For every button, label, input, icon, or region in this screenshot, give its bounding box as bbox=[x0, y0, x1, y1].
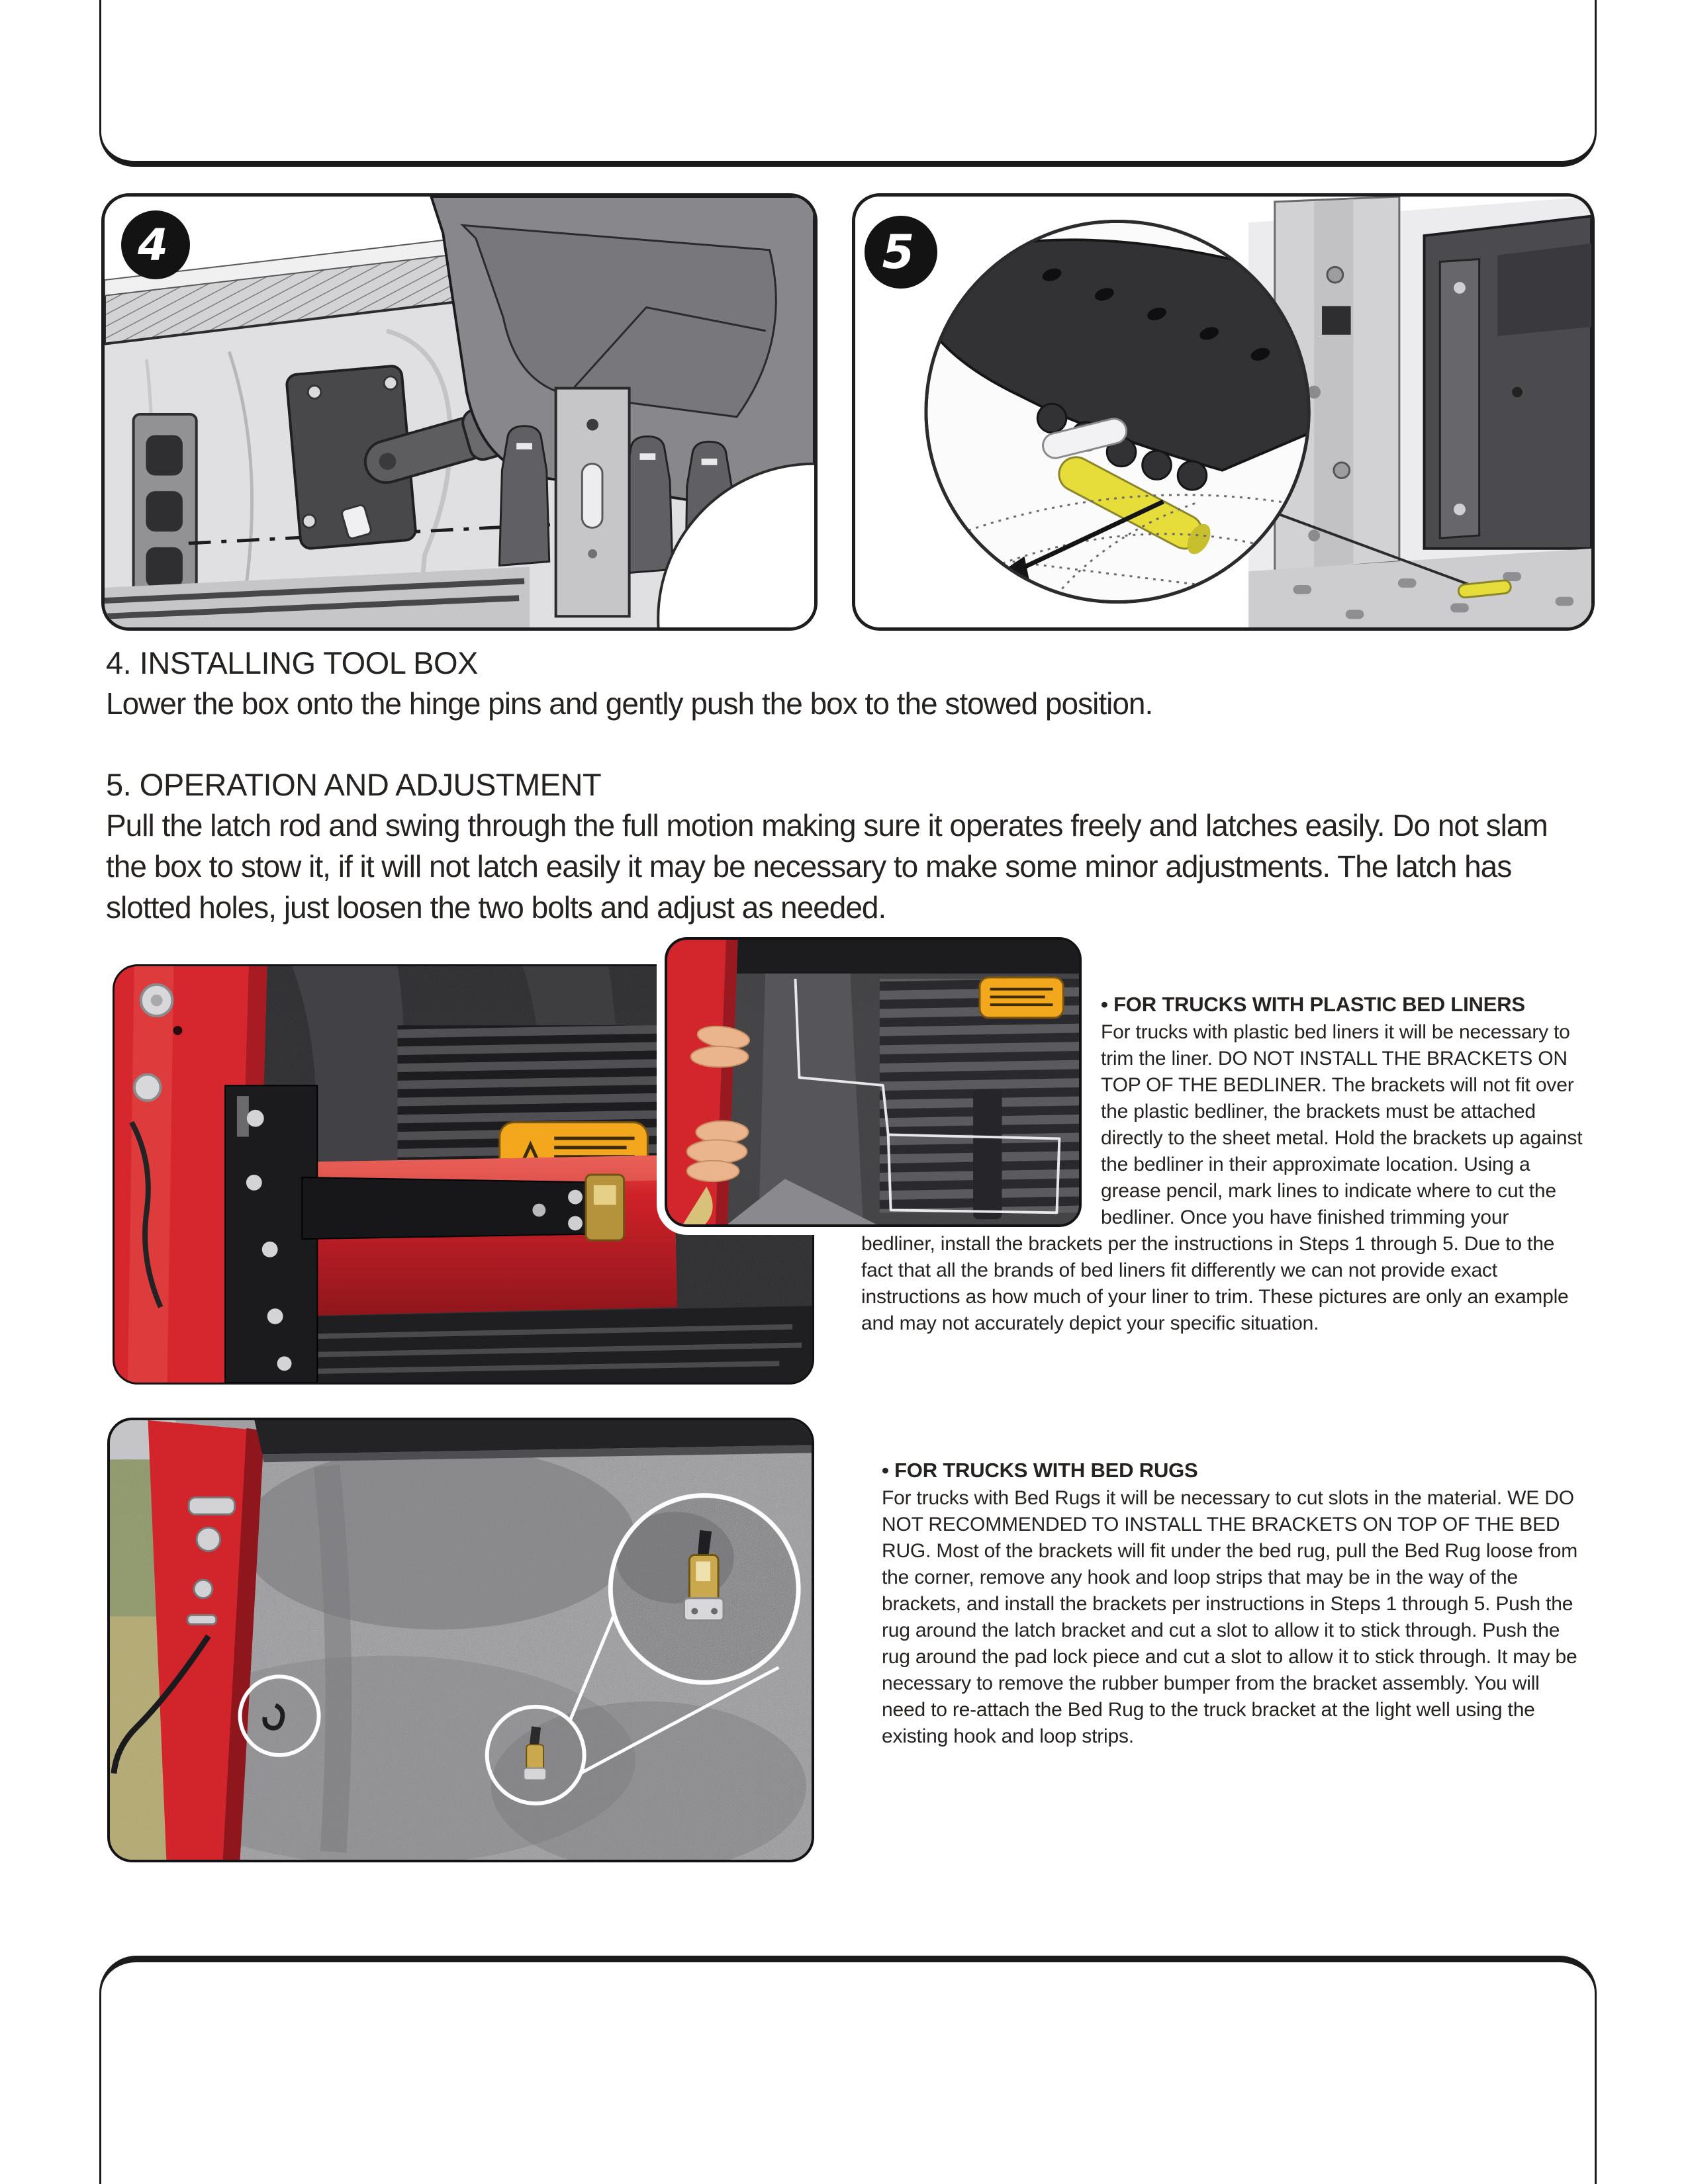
step-4-section bbox=[106, 643, 1592, 724]
step-5-heading: 5. OPERATION AND ADJUSTMENT bbox=[106, 767, 602, 802]
latch-bracket-arm bbox=[302, 1175, 624, 1240]
note-bed-rugs-body: For trucks with Bed Rugs it will be necessary to cut slots in the material. WE DO NOT RECOMMENDED TO INSTALL THE BRACKETS ON TOP OF THE BED RUG. Most of the brackets will fit under the bed rug, pull the Bed Rug loose from the corner, remove any hook and loop strips that may be in the way of the brackets, and install the brackets per instructions in Steps 1 through 5. Push the rug around the latch bracket and cut a slot to allow it to stick through. Push the rug around the pad lock piece and cut a slot to allow it to stick through. It may be necessary to remove the rubber bumper from the bracket assembly. You will need to re-attach the Bed Rug to the truck bracket at the light well using the existing hook and loop strips. bbox=[882, 1487, 1577, 1747]
photo-bed-rug bbox=[107, 1418, 814, 1862]
step-5-body: Pull the latch rod and swing through the full motion making sure it operates freely and latches easily. Do not slam the box to stow it, if it will not latch easily it may be necessary to make some minor adjustments. The latch has slotted holes, just loosen the two bolts and adjust as needed. bbox=[106, 808, 1548, 925]
step-4-body: Lower the box onto the hinge pins and gently push the box to the stowed position. bbox=[106, 686, 1153, 721]
note-bed-rugs bbox=[882, 1456, 1586, 1750]
note-plastic-bed-liners-heading: • FOR TRUCKS WITH PLASTIC BED LINERS bbox=[1101, 993, 1525, 1016]
latch-plate bbox=[556, 388, 630, 617]
illustration-step-5 bbox=[855, 197, 1591, 627]
note-plastic-bed-liners-body: For trucks with plastic bed liners it will be necessary to trim the liner. DO NOT INSTALL THE BRACKETS ON TOP OF THE BEDLINER. The brackets will not fit over the plastic bedliner, the brackets must be attached directly to the sheet metal. Hold the brackets up against the bedliner in their approximate location. Using a grease pencil, mark lines to indicate where to cut the bedliner. Once you have finished trimming your bedliner, install the brackets per the instructions in Steps 1 through 5. Due to the fact that all the brands of bed liners fit differently we can not provide exact instructions as how much of your liner to trim. These pictures are only an example and may not accurately depict your specific situation. bbox=[861, 1021, 1583, 1334]
note-bed-rugs-heading: • FOR TRUCKS WITH BED RUGS bbox=[882, 1459, 1198, 1482]
text-wrap-spacer bbox=[861, 990, 1101, 1231]
note-plastic-bed-liners bbox=[861, 990, 1585, 1337]
tool-box-side bbox=[1424, 216, 1591, 549]
step-5-badge: 5 bbox=[865, 216, 937, 289]
figure-step-4 bbox=[101, 193, 818, 631]
illustration-step-4 bbox=[105, 197, 814, 627]
bottom-section-frame bbox=[99, 1956, 1597, 2184]
step-4-heading: 4. INSTALLING TOOL BOX bbox=[106, 645, 478, 680]
photo-bed-rug-art bbox=[110, 1420, 812, 1860]
top-section-frame bbox=[99, 0, 1597, 167]
step-4-badge: 4 bbox=[121, 210, 190, 279]
figure-step-5 bbox=[852, 193, 1595, 631]
step-5-section bbox=[106, 765, 1592, 928]
